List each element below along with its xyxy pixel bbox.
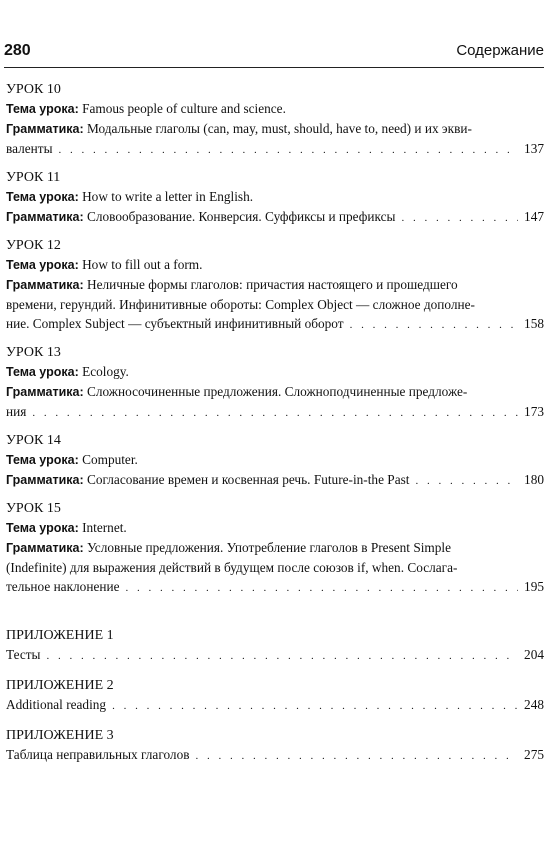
grammar-text: Неличные формы глаголов: причастия настоящего и прошедшего (86, 277, 458, 292)
toc-entry-line[interactable] (6, 645, 544, 666)
appendix-block (6, 626, 544, 666)
grammar-line (6, 119, 544, 139)
appendix-heading: ПРИЛОЖЕНИЕ 3 (6, 728, 114, 743)
page-ref: 204 (524, 647, 544, 662)
table-of-contents (6, 80, 544, 776)
lesson-block (6, 168, 544, 228)
grammar-line (6, 295, 544, 314)
lesson-heading: УРОК 10 (6, 82, 61, 97)
grammar-text: тельное наклонение (6, 579, 120, 594)
running-title: Содержание (456, 42, 544, 59)
topic-label: Тема урока: (6, 453, 79, 467)
lesson-heading: УРОК 13 (6, 345, 61, 360)
grammar-label: Грамматика: (6, 210, 84, 224)
grammar-text: Модальные глаголы (can, may, must, should, have to, need) и их экви- (86, 121, 472, 136)
toc-entry-line[interactable] (6, 207, 544, 228)
toc-entry-line[interactable] (6, 314, 544, 335)
appendix-block (6, 676, 544, 716)
grammar-label: Грамматика: (6, 122, 84, 136)
toc-entry-line[interactable] (6, 577, 544, 598)
toc-entry-line[interactable] (6, 745, 544, 766)
grammar-label: Грамматика: (6, 278, 84, 292)
toc-entry-line[interactable] (6, 470, 544, 491)
grammar-line (6, 538, 544, 558)
topic-text: Famous people of culture and science. (82, 101, 286, 116)
lesson-block (6, 236, 544, 335)
appendix-entry: Additional reading (6, 697, 107, 712)
page-ref: 147 (524, 209, 544, 224)
grammar-text: времени, герундий. Инфинитивные обороты: Complex Object — сложное дополне- (6, 297, 475, 312)
appendix-block (6, 726, 544, 766)
topic-text: Ecology. (82, 364, 129, 379)
dot-leader (350, 316, 518, 335)
lesson-block (6, 343, 544, 423)
lesson-topic (6, 99, 544, 119)
grammar-label: Грамматика: (6, 541, 84, 555)
page-ref: 180 (524, 472, 544, 487)
lesson-heading: УРОК 12 (6, 238, 61, 253)
grammar-text: ния (6, 404, 27, 419)
topic-label: Тема урока: (6, 102, 79, 116)
topic-text: Internet. (82, 520, 127, 535)
grammar-text: ние. Complex Subject — субъектный инфинитивный оборот (6, 316, 344, 331)
dot-leader (32, 404, 518, 423)
grammar-text: валенты (6, 141, 53, 156)
dot-leader (401, 209, 518, 228)
topic-label: Тема урока: (6, 521, 79, 535)
page-ref: 248 (524, 697, 544, 712)
appendix-entry: Тесты (6, 647, 41, 662)
lesson-topic (6, 187, 544, 207)
topic-text: How to fill out a form. (82, 257, 203, 272)
lesson-topic (6, 518, 544, 538)
grammar-line (6, 470, 409, 490)
grammar-label: Грамматика: (6, 385, 84, 399)
dot-leader (415, 472, 518, 491)
lesson-heading: УРОК 14 (6, 433, 61, 448)
grammar-text: Словообразование. Конверсия. Суффиксы и префиксы (86, 209, 396, 224)
page-number: 280 (4, 42, 31, 59)
lesson-block (6, 499, 544, 598)
grammar-text: (Indefinite) для выражения действий в будущем после союзов if, when. Сослага- (6, 560, 458, 575)
lesson-topic (6, 362, 544, 382)
topic-label: Тема урока: (6, 258, 79, 272)
page-ref: 173 (524, 404, 544, 419)
page-ref: 137 (524, 141, 544, 156)
grammar-text: Условные предложения. Употребление глаголов в Present Simple (86, 540, 451, 555)
grammar-line (6, 558, 544, 577)
lesson-heading: УРОК 11 (6, 170, 61, 185)
dot-leader (112, 697, 518, 716)
toc-entry-line[interactable] (6, 139, 544, 160)
appendix-entry: Таблица неправильных глаголов (6, 747, 190, 762)
topic-label: Тема урока: (6, 365, 79, 379)
header-rule (4, 67, 544, 68)
grammar-text: Согласование времен и косвенная речь. Future-in-the Past (86, 472, 410, 487)
grammar-line (6, 207, 395, 227)
grammar-line (6, 382, 544, 402)
lesson-topic (6, 255, 544, 275)
page-ref: 195 (524, 579, 544, 594)
topic-text: How to write a letter in English. (82, 189, 254, 204)
lesson-block (6, 80, 544, 160)
grammar-text: Сложносочиненные предложения. Сложноподчиненные предложе- (86, 384, 468, 399)
lesson-block (6, 431, 544, 491)
topic-text: Computer. (82, 452, 138, 467)
dot-leader (125, 579, 518, 598)
dot-leader (59, 141, 519, 160)
lesson-topic (6, 450, 544, 470)
grammar-label: Грамматика: (6, 473, 84, 487)
page-ref: 158 (524, 316, 544, 331)
dot-leader (196, 747, 519, 766)
lesson-heading: УРОК 15 (6, 501, 61, 516)
topic-label: Тема урока: (6, 190, 79, 204)
dot-leader (47, 647, 519, 666)
toc-entry-line[interactable] (6, 695, 544, 716)
grammar-line (6, 275, 544, 295)
appendix-heading: ПРИЛОЖЕНИЕ 1 (6, 628, 114, 643)
running-header (4, 42, 544, 66)
page-ref: 275 (524, 747, 544, 762)
toc-entry-line[interactable] (6, 402, 544, 423)
appendix-heading: ПРИЛОЖЕНИЕ 2 (6, 678, 114, 693)
